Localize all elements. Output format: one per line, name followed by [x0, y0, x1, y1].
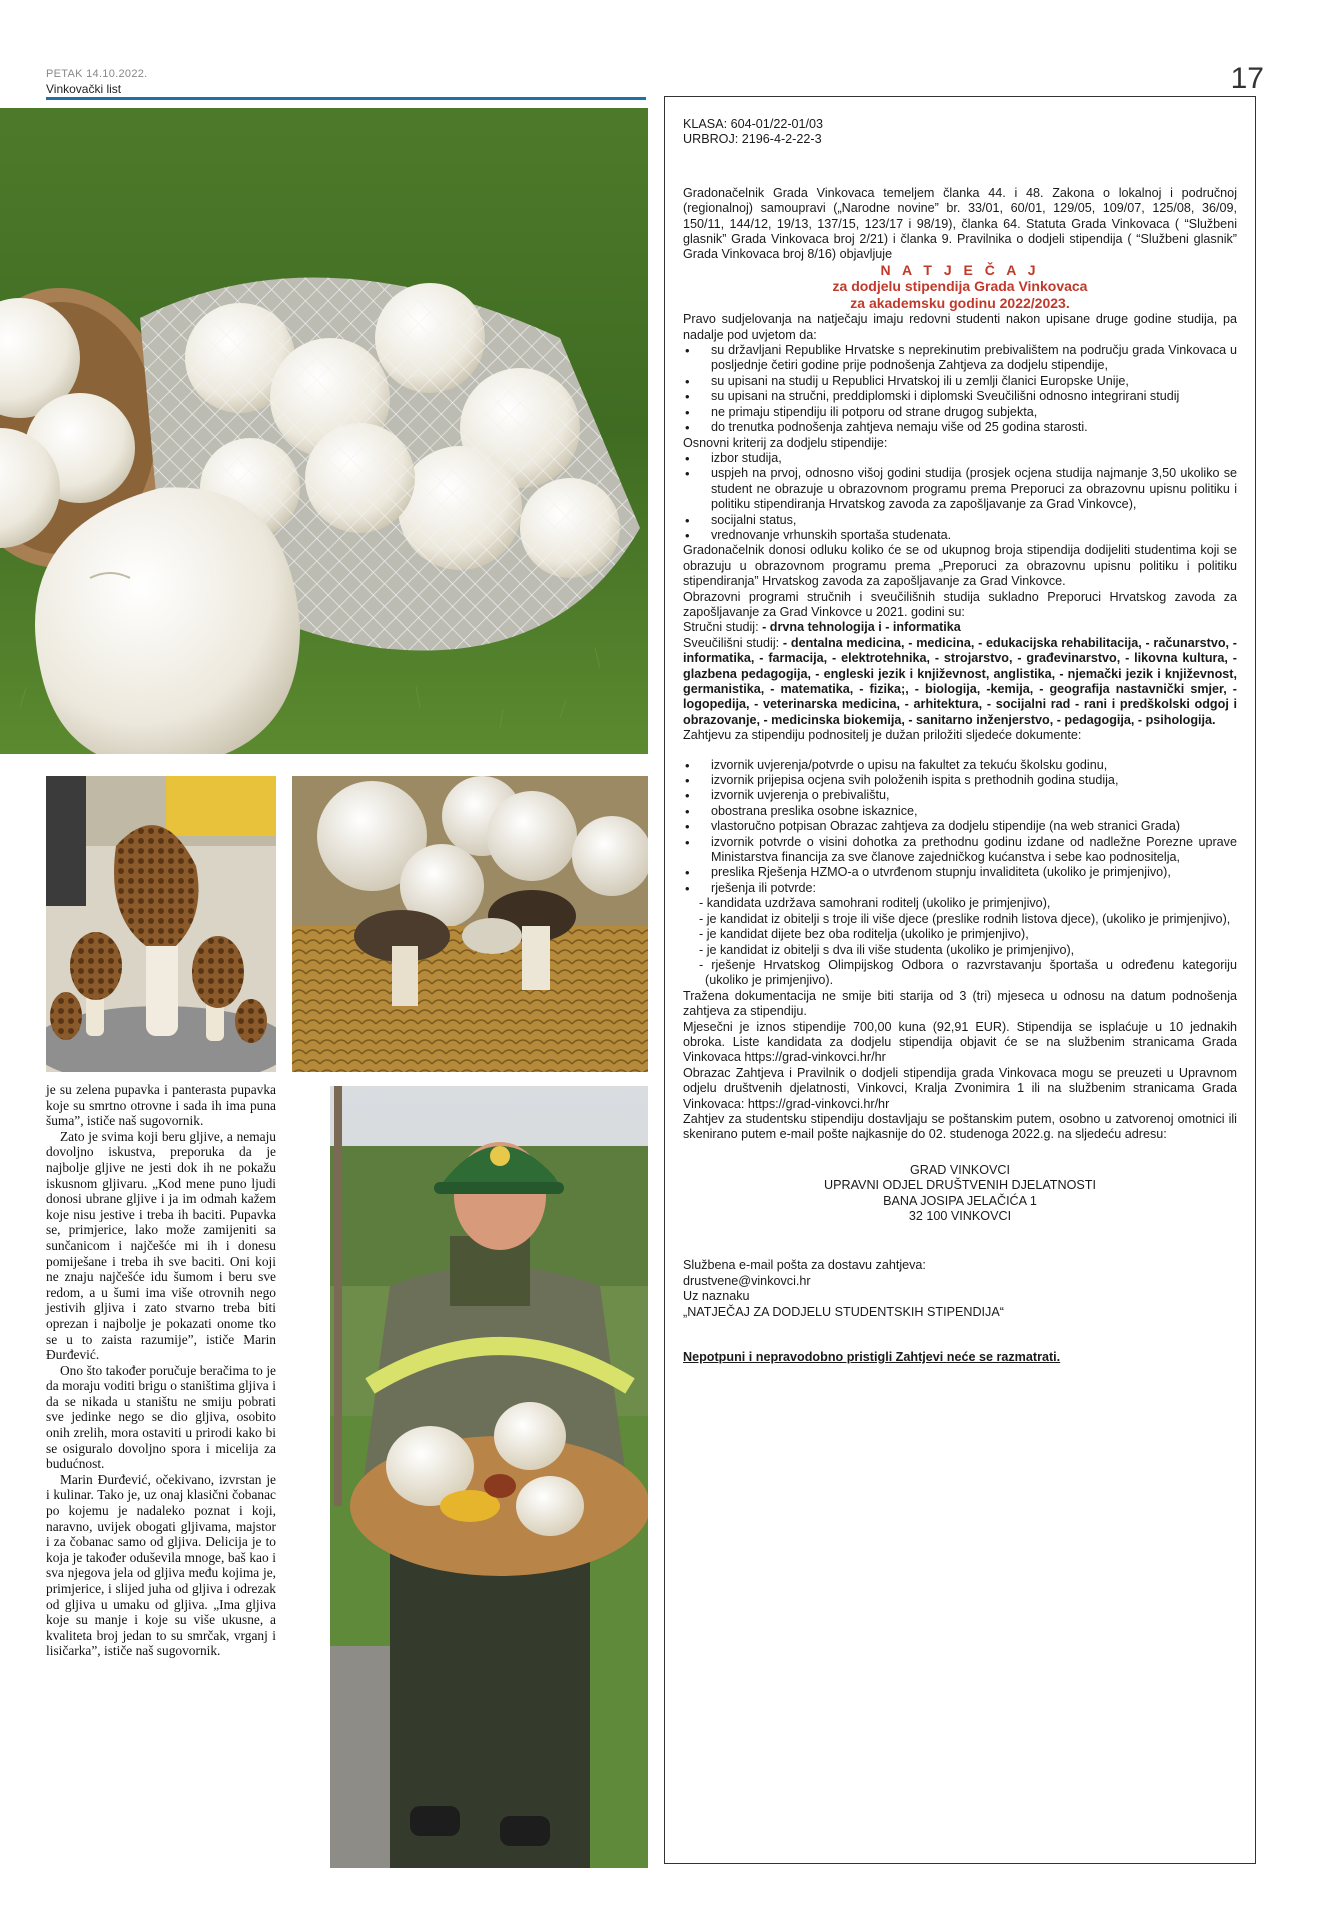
scholarship-amount: Mjesečni je iznos stipendije 700,00 kuna (92,91 EUR). Stipendija se isplaćuje u 10 jednakih obroka. Liste kandidata za dodjelu stipendija objavit će se na službenim stranicama Grada Vinkovaca https://grad-vinkovci.hr/hr — [683, 1019, 1237, 1065]
email-address[interactable]: drustvene@vinkovci.hr — [683, 1273, 811, 1288]
mark-text: „NATJEČAJ ZA DODJELU STUDENTSKIH STIPENDIJA“ — [683, 1304, 1004, 1319]
list-item: • do trenutka podnošenja zahtjeva nemaju više od 25 godina starosti. — [683, 420, 1237, 435]
forms-info: Obrazac Zahtjeva i Pravilnik o dodjeli stipendija grada Vinkovaca mogu se preuzeti u Upravnom odjelu društvenih djelatnosti, Vinkovci, Kralja Zvonimira 1 ili na službenim stranicama Grada Vinkovaca: https://grad-vinkovci.hr/hr — [683, 1065, 1237, 1111]
article-paragraph: Marin Đurđević, očekivano, izvrstan je i kulinar. Tako je, uz onaj klasični čobanac po kojemu je nadaleko poznat i koji, naravno, uvijek obogati gljivama, majstor i za čobanac samo od gljiva. Delicija je to koja je također oduševila mnoge, baš kao i sva njegova jela od gljiva među kojima je, primjerice, i slijed juha od gljiva i odrezak od gljiva u umaku od gljiva. „Ima gljiva koje su manje i koje su više ukusne, a kvaliteta broj jedan to su smrčak, vrganj i lisičarka”, ističe naš sugovornik. — [46, 1471, 276, 1659]
eligibility-list — [683, 343, 1237, 435]
page-number: 17 — [1230, 62, 1264, 95]
scholarship-notice — [664, 96, 1256, 1864]
notice-subtitle: za akademsku godinu 2022/2023. — [850, 295, 1070, 312]
list-item: • izbor studija, — [683, 451, 1237, 466]
header-publication: Vinkovački list — [46, 82, 122, 96]
criteria-list — [683, 451, 1237, 543]
decision-text: Gradonačelnik donosi odluku koliko će se od ukupnog broja stipendija dodijeliti studentima koji se obrazuju u obrazovnom programu prema „Preporuci za obrazovnu upisnu politiku i politiku stipendiranja” Hrvatskog zavoda za zapošljavanje za Grad Vinkovce. — [683, 543, 1237, 589]
mark-intro: Uz naznaku — [683, 1289, 750, 1304]
list-item: • izvornik potvrde o visini dohotka za prethodnu godinu izdane od nadležne Porezne uprave Ministarstva financija za sve članove zajedničkog kućanstva i sebe kao podnositelja, — [683, 835, 1237, 866]
notice-subtitle: za dodjelu stipendija Grada Vinkovaca — [832, 278, 1088, 295]
eligibility-intro: Pravo sudjelovanja na natječaju imaju redovni studenti nakon upisane druge godine studija, pa nadalje pod uvjetom da: — [683, 312, 1237, 342]
university-list: - dentalna medicina, - medicina, - edukacijska rehabilitacija, - računarstvo, - informatika, - farmacija, - elektrotehnika, - strojarstvo, - građevinarstvo, - likovna kultura, - glazbena pedagogija, - engleski jezik i književnost, anglistika, - njemački jezik i književnost, germanistika, - matematika, - fizika;, - biologija, -kemija, - geografija nastavnički smjer, - logopedija, - veterinarska medicina, - arhitektura, - socijalni rad - rani i predškolski odgoj i obrazovanje, - medicinska biokemija, - sanitarno inženjerstvo, - pedagogija, - psihologija. — [683, 635, 1237, 727]
programs-intro: Obrazovni programi stručnih i sveučilišnih studija sukladno Preporuci Hrvatskog zavoda za zapošljavanje za Grad Vinkovce u 2021. godini su: — [683, 589, 1237, 619]
university-label: Sveučilišni studij: — [683, 635, 780, 650]
notice-klasa: KLASA: 604-01/22-01/03 — [683, 117, 824, 131]
list-item: • vlastoručno potpisan Obrazac zahtjeva za dodjelu stipendije (na web stranici Grada) — [683, 819, 1237, 834]
notice-urbroj: URBROJ: 2196-4-2-22-3 — [683, 132, 822, 147]
article-paragraph: Ono što također poručuje beračima to je da moraju voditi brigu o staništima gljiva i da se nikada u staništu ne smiju pobrati sve jedinke nego se dio gljiva, osobito onih zrelih, mora ostaviti u prirodi kako bi se osiguralo dovoljno spora i micelija za budućnost. — [46, 1362, 276, 1472]
header-date: PETAK 14.10.2022. — [46, 68, 148, 80]
submission-info: Zahtjev za studentsku stipendiju dostavljaju se poštanskim putem, osobno u zatvorenoj omotnici ili skenirano putem e-mail pošte najkasnije do 02. studenoga 2022.g. na sljedeću adresu: — [683, 1111, 1237, 1142]
address-line: UPRAVNI ODJEL DRUŠTVENIH DJELATNOSTI — [824, 1178, 1096, 1193]
document-age-note: Tražena dokumentacija ne smije biti starija od 3 (tri) mjeseca u odnosu na datum podnošenja zahtjeva za stipendiju. — [683, 988, 1237, 1019]
list-item: • izvornik uvjerenja/potvrde o upisu na fakultet za tekuću školsku godinu, — [683, 758, 1237, 773]
sub-document: - kandidata uzdržava samohrani roditelj (ukoliko je primjenjivo), — [699, 896, 1051, 911]
list-item: • su upisani na studij u Republici Hrvatskoj ili u zemlji članici Europske Unije, — [683, 374, 1237, 389]
sub-document: - rješenje Hrvatskog Olimpijskog Odbora o razvrstavanju športaša u određenu kategoriju (ukoliko je primjenjivo). — [699, 957, 1237, 988]
list-item: • uspjeh na prvoj, odnosno višoj godini studija (prosjek ocjena studija najmanje 3,50 ukoliko se student ne obrazuje u obrazovnom programu prema Preporuci za obrazovnu upisnu politiku i politiku stipendiranja Hrvatskog zavoda za zapošljavanje za Grad Vinkovce), — [683, 466, 1237, 512]
footer-note: Nepotpuni i nepravodobno pristigli Zahtjevi neće se razmatrati. — [683, 1350, 1061, 1365]
professional-label: Stručni studij: — [683, 620, 759, 635]
article-paragraph: Zato je svima koji beru gljive, a nemaju dovoljno iskustva, preporuka da je najbolje gljive ne jesti dok ih ne pokažu iskusnom gljivaru. „Kod mene puno ljudi donosi ubrane gljive i ja im odmah kažem koje nisu jestive i treba ih baciti. Pupavka se, primjerice, lako može zamijeniti sa sunčanicom i najčešće mi ih i donesu pomiješane i treba ih sve baciti. Oni koji ne znaju najčešće idu šumom i beru sve redom, a u šumi ima više otrovnih nego jestivih gljiva i zato stvarno treba biti oprezan i najbolje je pokazati onome tko se u to zaista razumije”, ističe Marin Đurđević. — [46, 1128, 276, 1363]
list-item: • preslika Rješenja HZMO-a o utvrđenom stupnju invaliditeta (ukoliko je primjenjivo), — [683, 865, 1237, 880]
photo-puffball-mushrooms — [0, 108, 648, 754]
photo-man-with-basket — [330, 1086, 648, 1868]
list-item: • socijalni status, — [683, 513, 1237, 528]
documents-list — [683, 758, 1237, 897]
list-item: • obostrana preslika osobne iskaznice, — [683, 804, 1237, 819]
address-line: GRAD VINKOVCI — [909, 1162, 1011, 1177]
address-line: 32 100 VINKOVCI — [908, 1209, 1012, 1223]
professional-list: - drvna tehnologija i - informatika — [762, 620, 961, 635]
notice-preamble: Gradonačelnik Grada Vinkovaca temeljem članka 44. i 48. Zakona o lokalnoj i područnoj (regionalnoj) samoupravi („Narodne novine” br. 33/01, 60/01, 129/05, 109/07, 125/08, 36/09, 150/11, 144/12, 19/13, 137/15, 123/17 i 98/19), članka 64. Statuta Grada Vinkovaca ( “Službeni glasnik” Grada Vinkovaca broj 2/21) i članka 9. Pravilnika o dodjeli stipendija ( “Službeni glasnik” Grada Vinkovaca broj 8/16) objavljuje — [683, 185, 1237, 262]
list-item: • su upisani na stručni, preddiplomski i diplomski Sveučilišni odnosno integrirani studij — [683, 389, 1237, 404]
mailing-address — [683, 1163, 1237, 1225]
documents-intro: Zahtjevu za stipendiju podnositelj je dužan priložiti sljedeće dokumente: — [683, 728, 1082, 743]
header-rule — [46, 97, 646, 100]
notice-title: N A T J E Č A J — [880, 261, 1040, 278]
sub-document: - je kandidat iz obitelji s dva ili više studenta (ukoliko je primjenjivo), — [699, 942, 1075, 957]
list-item: • su državljani Republike Hrvatske s neprekinutim prebivalištem na području grada Vinkovaca u posljednje četiri godine prije podnošenja Zahtjeva za dodjelu stipendije, — [683, 343, 1237, 374]
sub-document: - je kandidat iz obitelji s troje ili više djece (preslike rodnih listova djece), (ukoliko je primjenjivo), — [699, 911, 1231, 926]
criteria-intro: Osnovni kriterij za dodjelu stipendije: — [683, 435, 888, 450]
list-item: • izvornik prijepisa ocjena svih položenih ispita s prethodnih godina studija, — [683, 773, 1237, 788]
sub-document: - je kandidat dijete bez oba roditelja (ukoliko je primjenjivo), — [699, 927, 1029, 942]
list-item: • vrednovanje vrhunskih sportaša studenata. — [683, 528, 1237, 543]
list-item: • ne primaju stipendiju ili potporu od strane drugog subjekta, — [683, 405, 1237, 420]
article-paragraph: je su zelena pupavka i panterasta pupavka koje su smrtno otrovne i sada ih ima puna šuma”, ističe naš sugovornik. — [46, 1082, 276, 1129]
list-item: • izvornik uvjerenja o prebivalištu, — [683, 788, 1237, 803]
email-intro: Službena e-mail pošta za dostavu zahtjeva: — [683, 1258, 926, 1273]
list-item: • rješenja ili potvrde: — [683, 881, 1237, 896]
address-line: BANA JOSIPA JELAČIĆA 1 — [883, 1193, 1037, 1208]
university-studies — [683, 636, 1237, 728]
photo-morel-mushrooms — [46, 776, 276, 1072]
article-text — [46, 1082, 276, 1659]
professional-studies — [683, 620, 1237, 635]
photo-mixed-mushrooms — [292, 776, 648, 1072]
